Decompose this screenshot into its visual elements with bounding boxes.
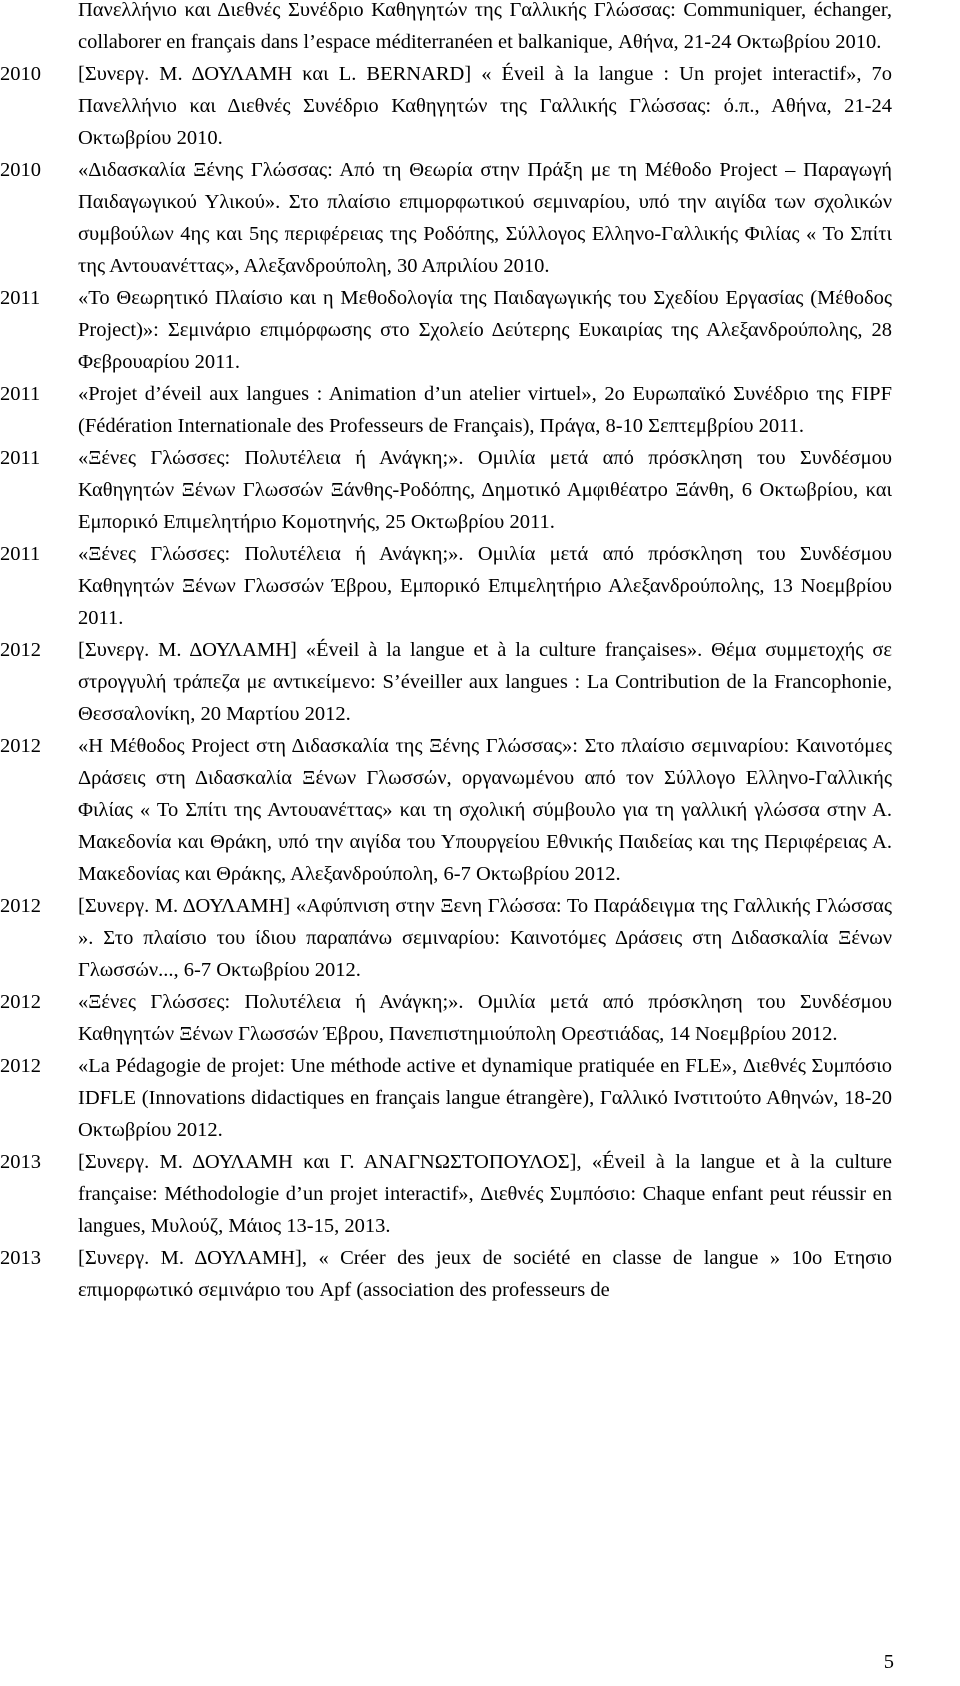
entry-text: [Συνεργ. Μ. ΔΟΥΛΑΜΗ και Γ. ΑΝΑΓΝΩΣΤΟΠΟΥΛΟΣ], «Éveil à la langue et à la culture française: Méthodologie d’un projet interactif», Διεθνές Συμπόσιο: Chaque enfant peut réussir en langues, Μυλούζ, Μάιος 13-15, 2013. bbox=[78, 1151, 892, 1237]
entry bbox=[0, 890, 892, 986]
entry-text: «Ξένες Γλώσσες: Πολυτέλεια ή Ανάγκη;». Ομιλία μετά από πρόσκληση του Συνδέσμου Καθηγητών Ξένων Γλωσσών Έβρου, Πανεπιστημιούπολη Ορεστιάδας, 14 Νοεμβρίου 2012. bbox=[78, 991, 892, 1045]
entry-year: 2012 bbox=[0, 895, 41, 917]
entry-text: «Ξένες Γλώσσες: Πολυτέλεια ή Ανάγκη;». Ομιλία μετά από πρόσκληση του Συνδέσμου Καθηγητών Ξένων Γλωσσών Ξάνθης-Ροδόπης, Δημοτικό Αμφιθέατρο Ξάνθη, 6 Οκτωβρίου, και Εμπορικό Επιμελητήριο Κομοτηνής, 25 Οκτωβρίου 2011. bbox=[78, 447, 892, 533]
entry-text: [Συνεργ. Μ. ΔΟΥΛΑΜΗ] «Éveil à la langue et à la culture françaises». Θέμα συμμετοχής σε στρογγυλή τράπεζα με αντικείμενο: S’éveiller aux langues : La Contribution de la Francophonie, Θεσσαλονίκη, 20 Μαρτίου 2012. bbox=[78, 639, 892, 725]
entry-text: [Συνεργ. Μ. ΔΟΥΛΑΜΗ] «Αφύπνιση στην Ξενη Γλώσσα: Το Παράδειγμα της Γαλλικής Γλώσσας ». Στο πλαίσιο του ίδιου παραπάνω σεμιναρίου: Καινοτόμες Δράσεις στη Διδασκαλία Ξένων Γλωσσών..., 6-7 Οκτωβρίου 2012. bbox=[78, 895, 892, 981]
entry-year: 2012 bbox=[0, 735, 41, 757]
entry-text: Πανελλήνιο και Διεθνές Συνέδριο Καθηγητών της Γαλλικής Γλώσσας: Communiquer, échanger, collaborer en français dans l’espace méditerranéen et balkanique, Αθήνα, 21-24 Οκτωβρίου 2010. bbox=[78, 0, 892, 53]
entry-year: 2013 bbox=[0, 1151, 41, 1173]
entry bbox=[0, 538, 892, 634]
page-number: 5 bbox=[883, 1651, 894, 1673]
entry-text: «Διδασκαλία Ξένης Γλώσσας: Από τη Θεωρία στην Πράξη με τη Μέθοδο Project – Παραγωγή Παιδαγωγικού Υλικού». Στο πλαίσιο επιμορφωτικού σεμιναρίου, υπό την αιγίδα των σχολικών συμβούλων 4ης και 5ης περιφέρειας της Ροδόπης, Σύλλογος Ελληνο-Γαλλικής Φιλίας « Το Σπίτι της Αντουανέττας», Αλεξανδρούπολη, 30 Απριλίου 2010. bbox=[78, 159, 892, 277]
entry bbox=[0, 282, 892, 378]
entry-text: «Η Μέθοδος Project στη Διδασκαλία της Ξένης Γλώσσας»: Στο πλαίσιο σεμιναρίου: Καινοτόμες Δράσεις στη Διδασκαλία Ξένων Γλωσσών, οργανωμένου από τον Σύλλογο Ελληνο-Γαλλικής Φιλίας « Το Σπίτι της Αντουανέττας» και τη σχολική σύμβουλο για τη γαλλική γλώσσα στην Α. Μακεδονία και Θράκη, υπό την αιγίδα του Υπουργείου Εθνικής Παιδείας και της Περιφέρειας Α. Μακεδονίας και Θράκης, Αλεξανδρούπολη, 6-7 Οκτωβρίου 2012. bbox=[78, 735, 892, 885]
entry bbox=[0, 58, 892, 154]
entry-text: «Ξένες Γλώσσες: Πολυτέλεια ή Ανάγκη;». Ομιλία μετά από πρόσκληση του Συνδέσμου Καθηγητών Ξένων Γλωσσών Έβρου, Εμπορικό Επιμελητήριο Αλεξανδρούπολης, 13 Νοεμβρίου 2011. bbox=[78, 543, 892, 629]
entry-year: 2011 bbox=[0, 383, 41, 405]
entry-year: 2011 bbox=[0, 447, 41, 469]
entry bbox=[0, 1242, 892, 1306]
entry-year: 2013 bbox=[0, 1247, 41, 1269]
entry bbox=[0, 986, 892, 1050]
entry-text: «Projet d’éveil aux langues : Animation d’un atelier virtuel», 2ο Ευρωπαϊκό Συνέδριο της FIPF (Fédération Internationale des Professeurs de Français), Πράγα, 8-10 Σεπτεμβρίου 2011. bbox=[78, 383, 892, 437]
entry bbox=[0, 730, 892, 890]
entry bbox=[0, 0, 892, 58]
entry-year: 2012 bbox=[0, 991, 41, 1013]
entry-year: 2011 bbox=[0, 543, 41, 565]
entry bbox=[0, 634, 892, 730]
entry bbox=[0, 1050, 892, 1146]
entry-text: [Συνεργ. Μ. ΔΟΥΛΑΜΗ και L. BERNARD] « Éveil à la langue : Un projet interactif», 7ο Πανελλήνιο και Διεθνές Συνέδριο Καθηγητών της Γαλλικής Γλώσσας: ό.π., Αθήνα, 21-24 Οκτωβρίου 2010. bbox=[78, 63, 892, 149]
entry bbox=[0, 378, 892, 442]
entry-year: 2011 bbox=[0, 287, 41, 309]
entry-year: 2012 bbox=[0, 639, 41, 661]
entry-text: «La Pédagogie de projet: Une méthode active et dynamique pratiquée en FLE», Διεθνές Συμπόσιο IDFLE (Innovations didactiques en français langue étrangère), Γαλλικό Ινστιτούτο Αθηνών, 18-20 Οκτωβρίου 2012. bbox=[78, 1055, 892, 1141]
entry-text: [Συνεργ. Μ. ΔΟΥΛΑΜΗ], « Créer des jeux de société en classe de langue » 10ο Ετησιο επιμορφωτικό σεμινάριο του Apf (association des professeurs de bbox=[78, 1247, 892, 1301]
entry-year: 2012 bbox=[0, 1055, 41, 1077]
entry bbox=[0, 442, 892, 538]
entry bbox=[0, 1146, 892, 1242]
entry bbox=[0, 154, 892, 282]
entry-year: 2010 bbox=[0, 159, 41, 181]
entry-year: 2010 bbox=[0, 63, 41, 85]
entry-text: «Το Θεωρητικό Πλαίσιο και η Μεθοδολογία της Παιδαγωγικής του Σχεδίου Εργασίας (Μέθοδος Project)»: Σεμινάριο επιμόρφωσης στο Σχολείο Δεύτερης Ευκαιρίας της Αλεξανδρούπολης, 28 Φεβρουαρίου 2011. bbox=[78, 287, 892, 373]
